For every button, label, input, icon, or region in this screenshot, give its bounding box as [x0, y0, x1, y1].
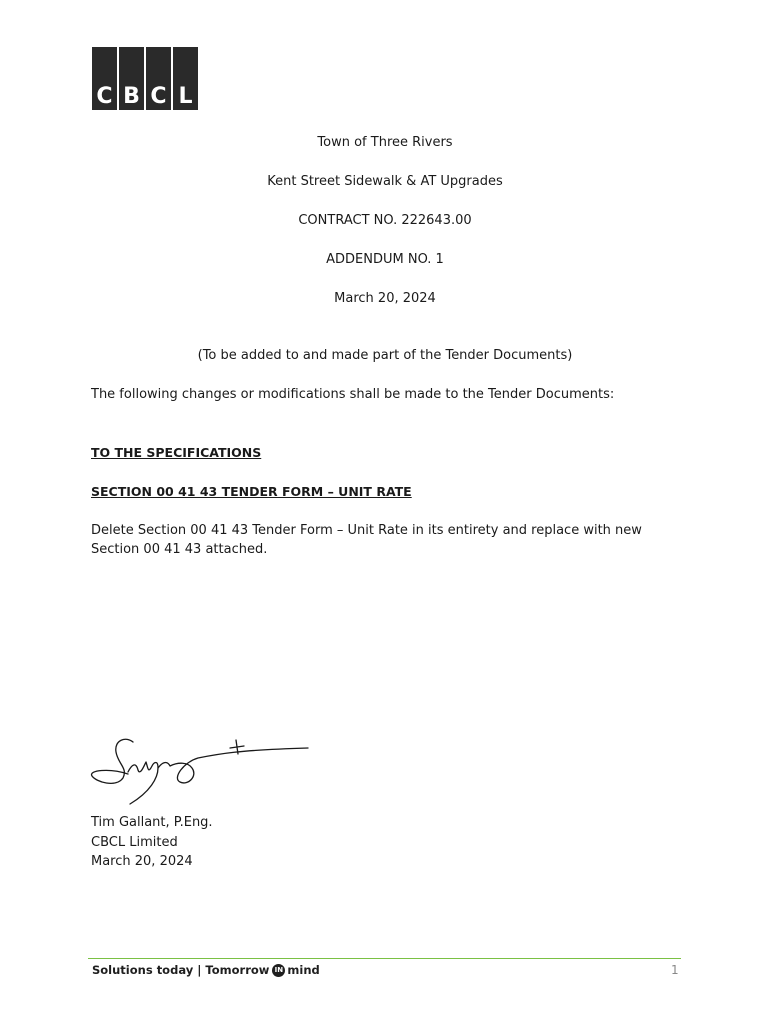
addendum-number: ADDENDUM NO. 1: [326, 252, 444, 267]
specifications-heading: TO THE SPECIFICATIONS: [91, 445, 262, 460]
in-badge-icon: IN: [272, 964, 285, 977]
intro-statement: The following changes or modifications shall be made to the Tender Documents:: [91, 387, 615, 402]
owner-name: Town of Three Rivers: [317, 135, 453, 150]
footer-divider: [88, 958, 681, 959]
logo-cell: [119, 47, 144, 110]
logo-letter: B: [123, 84, 140, 109]
section-heading: SECTION 00 41 43 TENDER FORM – UNIT RATE: [91, 484, 412, 499]
footer-tagline: [92, 963, 320, 977]
contract-number: CONTRACT NO. 222643.00: [298, 213, 472, 228]
signatory-date: March 20, 2024: [91, 854, 193, 869]
tagline-left: Solutions today | Tomorrow: [92, 963, 270, 977]
tender-note: (To be added to and made part of the Tender Documents): [197, 348, 573, 363]
logo-cell: [173, 47, 198, 110]
issue-date: March 20, 2024: [334, 291, 436, 306]
tagline-right: mind: [287, 963, 320, 977]
signatory-company: CBCL Limited: [91, 834, 178, 850]
page-number: 1: [671, 963, 679, 977]
logo-cell: [92, 47, 117, 110]
signature-block: [91, 813, 213, 872]
signature-image: [88, 732, 313, 807]
project-title: Kent Street Sidewalk & AT Upgrades: [267, 174, 503, 189]
section-body: Delete Section 00 41 43 Tender Form – Unit Rate in its entirety and replace with new Section 00 41 43 attached.: [91, 523, 642, 557]
logo-letter: L: [178, 84, 193, 109]
logo-cell: [146, 47, 171, 110]
logo-letter: C: [96, 84, 113, 109]
company-logo: [92, 47, 198, 110]
signatory-name: Tim Gallant, P.Eng.: [91, 815, 213, 830]
logo-letter: C: [150, 84, 167, 109]
